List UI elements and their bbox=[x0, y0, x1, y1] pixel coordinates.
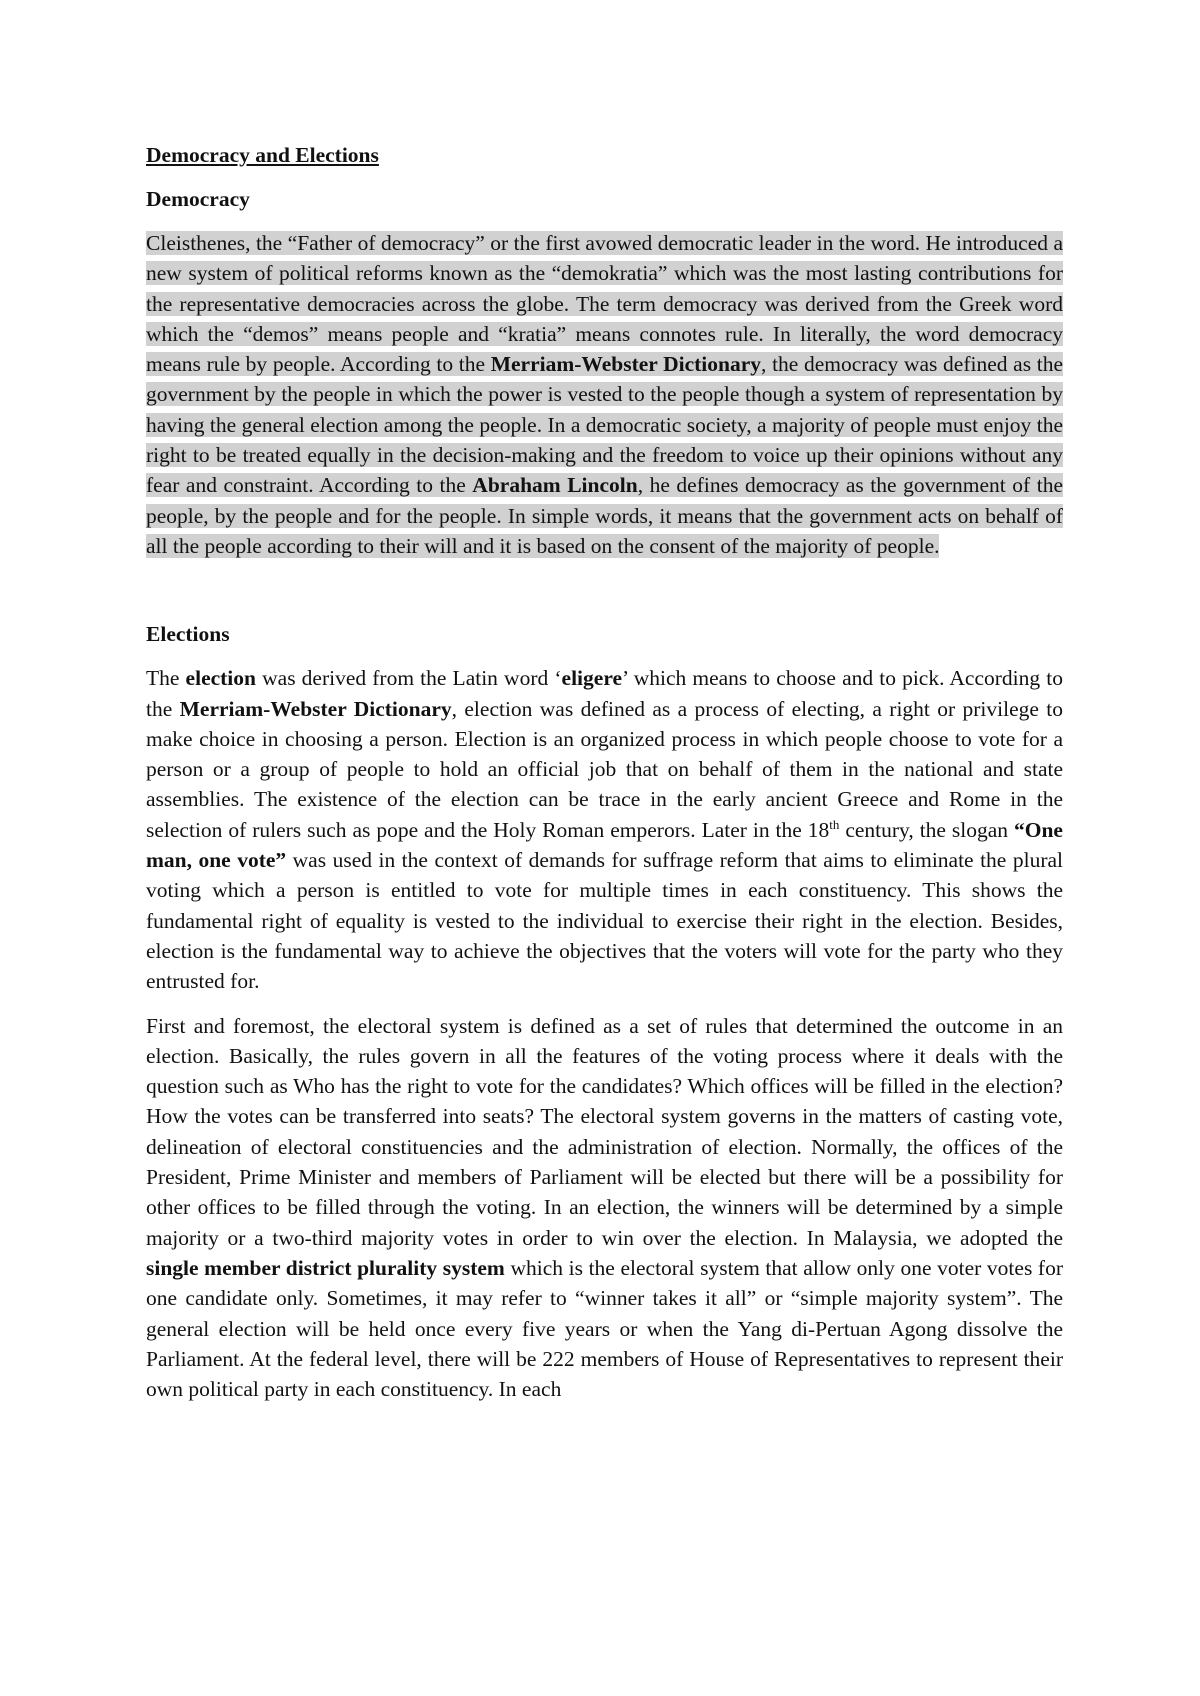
text-run: , he defines democracy as the government of the people, by the people and for the people. In simple words, it means that the government acts on behalf of all the people according to their will and it is based on the consent of the majority of people. bbox=[146, 473, 1064, 558]
text-run: Cleisthenes, the “Father of democracy” or the first avowed democratic leader in the word. He introduced a new system of political reforms known as the “demokratia” which was the most lasting contributions for the representative democracies across the globe. The term democracy was derived from the Greek word which the “demos” means people and “kratia” means connotes rule. In literally, the word democracy means rule by people. According to the bbox=[146, 231, 1063, 377]
bold-text-run: election bbox=[185, 666, 256, 691]
document-title: Democracy and Elections bbox=[146, 143, 379, 167]
text-run: ’ which means to choose and to pick. According to the bbox=[146, 666, 1063, 721]
bold-text-run: “One man, one vote” bbox=[146, 817, 1063, 873]
bold-text-run: single member district plurality system bbox=[146, 1255, 505, 1280]
text-run: The bbox=[146, 666, 186, 691]
text-run: was derived from the Latin word ‘ bbox=[256, 666, 562, 691]
bold-text-run: eligere bbox=[561, 666, 623, 691]
text-run: , the democracy was defined as the government by the people in which the power is vested to the people though a system of representation by having the general election among the people. In a democratic society, a majority of people must enjoy the right to be treated equally in the decision-making and the freedom to voice up their opinions without any fear and constraint. According to the bbox=[146, 352, 1063, 498]
bold-text-run: Merriam-Webster Dictionary bbox=[179, 696, 452, 721]
superscript-run: th bbox=[829, 816, 840, 832]
bold-text-run: Merriam-Webster Dictionary bbox=[490, 352, 762, 377]
text-run: First and foremost, the electoral system is defined as a set of rules that determined the outcome in an election. Basically, the rules govern in all the features of the voting process where it deals with the question such as Who has the right to vote for the candidates? Which offices will be filled in the election? How the votes can be transferred into seats? The electoral system governs in the matters of casting vote, delineation of electoral constituencies and the administration of election. Normally, the offices of the President, Prime Minister and members of Parliament will be elected but there will be a possibility for other offices to be filled through the voting. In an election, the winners will be determined by a simple majority or a two-third majority votes in order to win over the election. In Malaysia, we adopted the bbox=[146, 1013, 1063, 1250]
section-heading-democracy: Democracy bbox=[146, 187, 250, 211]
paragraph-democracy[interactable] bbox=[146, 228, 1063, 561]
highlighted-text bbox=[146, 231, 1063, 558]
paragraph-elections-2[interactable] bbox=[146, 1011, 1063, 1405]
document-page bbox=[146, 140, 1063, 1418]
section-heading-elections: Elections bbox=[146, 622, 230, 647]
paragraph-elections-1[interactable] bbox=[146, 663, 1063, 996]
section-spacer bbox=[146, 575, 1063, 619]
text-run: , election was defined as a process of electing, a right or privilege to make choice in choosing a person. Election is an organized process in which people choose to vote for a person or a group of people to hold an official job that on behalf of them in the national and state assemblies. The existence of the election can be trace in the early ancient Greece and Rome in the selection of rulers such as pope and the Holy Roman emperors. Later in the 18 bbox=[146, 696, 1063, 842]
text-run: century, the slogan bbox=[839, 817, 1014, 842]
text-run: which is the electoral system that allow only one voter votes for one candidate only. Sometimes, it may refer to “winner takes it all” or “simple majority system”. The general election will be held once every five years or when the Yang di-Pertuan Agong dissolve the Parliament. At the federal level, there will be 222 members of House of Representatives to represent their own political party in each constituency. In each bbox=[146, 1255, 1064, 1402]
text-run: was used in the context of demands for suffrage reform that aims to eliminate the plural voting which a person is entitled to vote for multiple times in each constituency. This shows the fundamental right of equality is vested to the individual to exercise their right in the election. Besides, election is the fundamental way to achieve the objectives that the voters will vote for the party who they entrusted for. bbox=[146, 848, 1063, 994]
bold-text-run: Abraham Lincoln bbox=[472, 473, 638, 498]
